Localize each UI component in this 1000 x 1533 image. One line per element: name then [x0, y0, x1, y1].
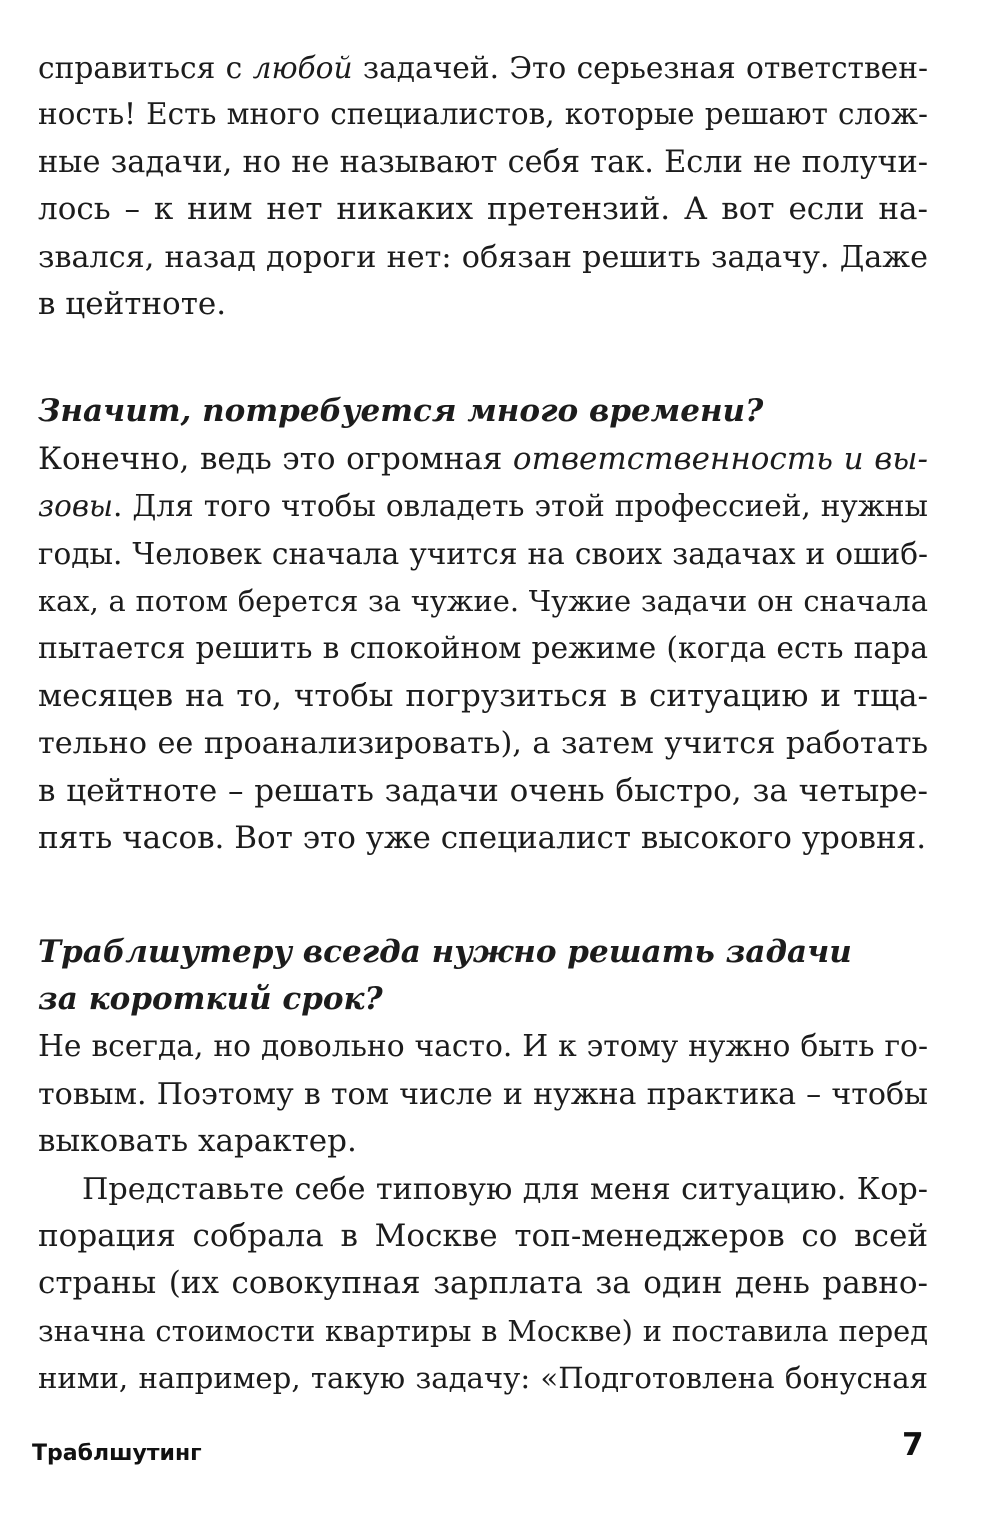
text-line: пытается решить в спокойном режиме (когда есть пара [38, 631, 928, 667]
text-line: ках, а потом берется за чужие. Чужие задачи он сначала [38, 584, 928, 619]
text-line: порация собрала в Москве топ-менеджеров со всей [38, 1217, 928, 1254]
running-footer-title: Траблшутинг [32, 1441, 202, 1466]
text-line: в цейтноте. [38, 286, 227, 323]
text-line: ные задачи, но не называют себя так. Если не получи- [38, 144, 928, 180]
text-line: Представьте себе типовую для меня ситуацию. Кор- [82, 1171, 928, 1207]
question-heading: за короткий срок? [38, 980, 383, 1017]
section-deadline [38, 929, 928, 1403]
question-heading: Траблшутеру всегда нужно решать задачи [38, 933, 852, 970]
text-line: звался, назад дороги нет: обязан решить задачу. Даже [38, 239, 928, 275]
text-line: ность! Есть много специалистов, которые решают слож- [38, 97, 928, 132]
text-line: Не всегда, но довольно часто. И к этому нужно быть го- [38, 1029, 928, 1065]
text-line: месяцев на то, чтобы погрузиться в ситуацию и тща- [38, 677, 928, 714]
page-number: 7 [902, 1427, 924, 1463]
text-line: Конечно, ведь это огромная ответственность и вы- [38, 440, 928, 477]
emphasis: любой [252, 50, 353, 85]
intro-paragraph [38, 44, 928, 328]
text-line: зовы. Для того чтобы овладеть этой профессией, нужны [38, 489, 928, 524]
text-line: годы. Человек сначала учится на своих задачах и ошиб- [38, 536, 928, 571]
text-line: в цейтноте – решать задачи очень быстро, за четыре- [38, 772, 928, 809]
text-line: страны (их совокупная зарплата за один день равно- [38, 1265, 928, 1302]
text-line: товым. Поэтому в том числе и нужна практика – чтобы [38, 1076, 928, 1112]
text-line: справиться с любой задачей. Это серьезная ответствен- [38, 50, 928, 85]
question-heading: Значит, потребуется много времени? [38, 393, 764, 430]
text-line: значна стоимости квартиры в Москве) и поставила перед [38, 1313, 928, 1348]
text-line: выковать характер. [38, 1123, 357, 1160]
text-line: пять часов. Вот это уже специалист высокого уровня. [38, 820, 927, 857]
text-line: тельно ее проанализировать), а затем учится работать [38, 726, 928, 762]
text-line: ними, например, такую задачу: «Подготовлена бонусная [38, 1361, 928, 1396]
emphasis: ответственность и вы- [512, 440, 928, 477]
section-time [38, 388, 928, 862]
emphasis: зовы [38, 489, 114, 524]
text-line: лось – к ним нет никаких претензий. А вот если на- [38, 191, 928, 228]
